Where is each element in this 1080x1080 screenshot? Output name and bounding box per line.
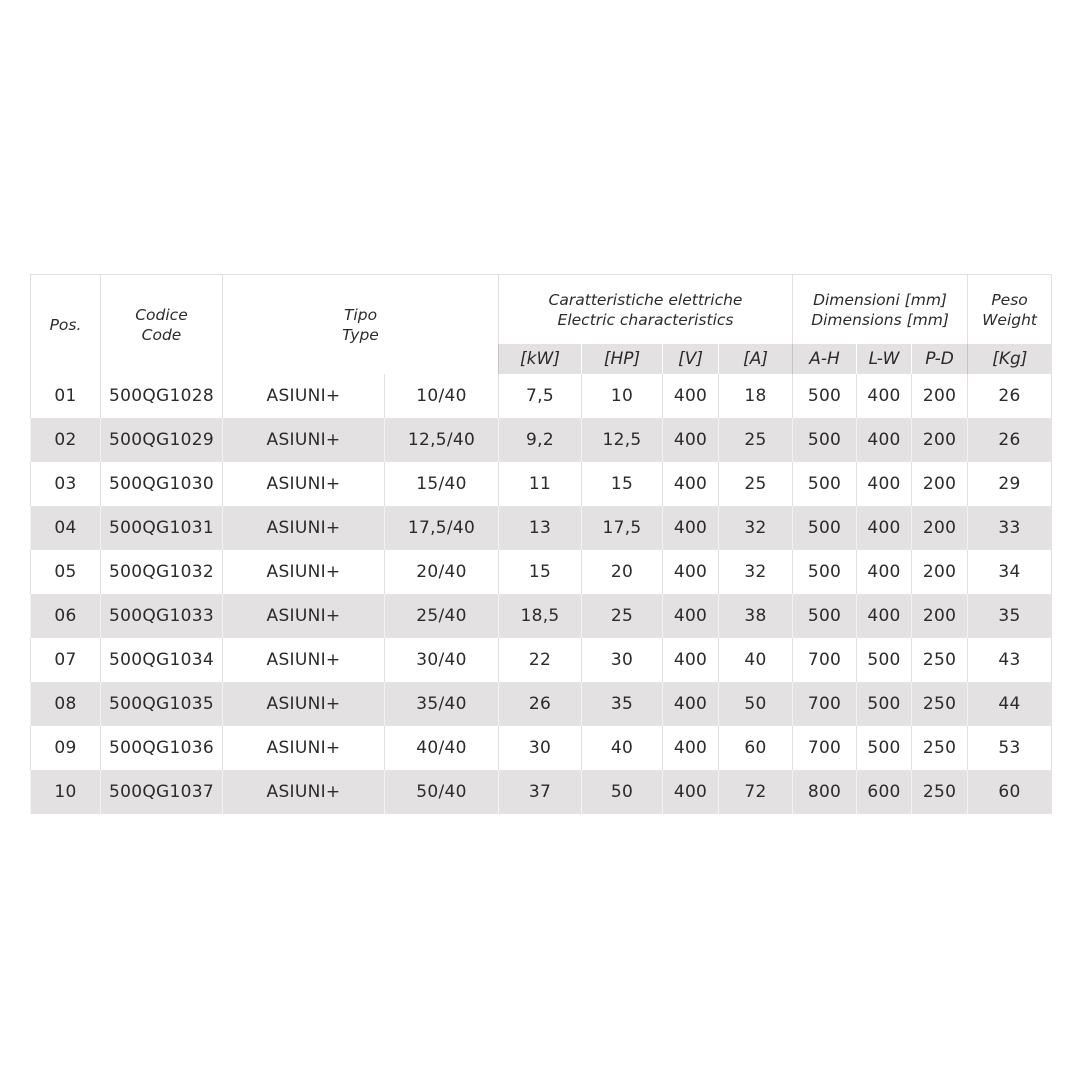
cell-hp: 17,5 <box>582 506 663 550</box>
cell-length: 500 <box>857 726 912 770</box>
cell-kw: 18,5 <box>499 594 582 638</box>
cell-model: ASIUNI+ <box>223 374 385 418</box>
cell-length: 400 <box>857 418 912 462</box>
cell-amp: 60 <box>719 726 793 770</box>
header-pos: Pos. <box>31 275 101 375</box>
cell-code: 500QG1033 <box>101 594 223 638</box>
cell-volt: 400 <box>663 638 719 682</box>
cell-amp: 38 <box>719 594 793 638</box>
cell-weight: 44 <box>968 682 1052 726</box>
unit-lw: L-W <box>857 344 912 374</box>
cell-amp: 50 <box>719 682 793 726</box>
cell-weight: 29 <box>968 462 1052 506</box>
cell-weight: 35 <box>968 594 1052 638</box>
cell-weight: 60 <box>968 770 1052 814</box>
table-row <box>31 682 1052 726</box>
cell-hp: 25 <box>582 594 663 638</box>
cell-kw: 26 <box>499 682 582 726</box>
cell-code: 500QG1031 <box>101 506 223 550</box>
cell-amp: 18 <box>719 374 793 418</box>
cell-model: ASIUNI+ <box>223 638 385 682</box>
cell-weight: 33 <box>968 506 1052 550</box>
cell-height: 500 <box>793 418 857 462</box>
table-row <box>31 506 1052 550</box>
cell-volt: 400 <box>663 726 719 770</box>
cell-volt: 400 <box>663 770 719 814</box>
header-weight: Peso Weight <box>968 275 1052 345</box>
cell-depth: 200 <box>912 506 968 550</box>
cell-amp: 25 <box>719 418 793 462</box>
unit-pd: P-D <box>912 344 968 374</box>
cell-kw: 11 <box>499 462 582 506</box>
cell-volt: 400 <box>663 418 719 462</box>
cell-depth: 200 <box>912 550 968 594</box>
cell-code: 500QG1029 <box>101 418 223 462</box>
cell-type: 15/40 <box>385 462 499 506</box>
header-code: Codice Code <box>101 275 223 375</box>
cell-depth: 250 <box>912 770 968 814</box>
cell-code: 500QG1032 <box>101 550 223 594</box>
cell-length: 500 <box>857 638 912 682</box>
cell-pos: 07 <box>31 638 101 682</box>
cell-weight: 26 <box>968 418 1052 462</box>
cell-type: 17,5/40 <box>385 506 499 550</box>
cell-height: 800 <box>793 770 857 814</box>
cell-hp: 30 <box>582 638 663 682</box>
cell-depth: 250 <box>912 638 968 682</box>
cell-height: 500 <box>793 550 857 594</box>
cell-hp: 10 <box>582 374 663 418</box>
cell-code: 500QG1030 <box>101 462 223 506</box>
cell-hp: 12,5 <box>582 418 663 462</box>
cell-height: 700 <box>793 726 857 770</box>
unit-kw: [kW] <box>499 344 582 374</box>
header-dimensions: Dimensioni [mm] Dimensions [mm] <box>793 275 968 345</box>
cell-length: 600 <box>857 770 912 814</box>
cell-depth: 200 <box>912 374 968 418</box>
table-row <box>31 770 1052 814</box>
header-type: Tipo Type <box>223 275 499 375</box>
cell-height: 700 <box>793 638 857 682</box>
cell-model: ASIUNI+ <box>223 682 385 726</box>
table-row <box>31 418 1052 462</box>
cell-height: 500 <box>793 594 857 638</box>
unit-kg: [Kg] <box>968 344 1052 374</box>
cell-model: ASIUNI+ <box>223 418 385 462</box>
cell-kw: 22 <box>499 638 582 682</box>
cell-type: 10/40 <box>385 374 499 418</box>
cell-length: 400 <box>857 462 912 506</box>
table-row <box>31 638 1052 682</box>
cell-kw: 9,2 <box>499 418 582 462</box>
table-row <box>31 726 1052 770</box>
cell-height: 500 <box>793 506 857 550</box>
cell-model: ASIUNI+ <box>223 770 385 814</box>
cell-amp: 40 <box>719 638 793 682</box>
unit-hp: [HP] <box>582 344 663 374</box>
cell-length: 400 <box>857 550 912 594</box>
cell-hp: 35 <box>582 682 663 726</box>
cell-weight: 43 <box>968 638 1052 682</box>
cell-height: 500 <box>793 374 857 418</box>
table-row <box>31 594 1052 638</box>
cell-volt: 400 <box>663 374 719 418</box>
cell-code: 500QG1035 <box>101 682 223 726</box>
cell-model: ASIUNI+ <box>223 550 385 594</box>
cell-weight: 53 <box>968 726 1052 770</box>
spec-table <box>30 274 1052 814</box>
cell-depth: 200 <box>912 462 968 506</box>
cell-pos: 06 <box>31 594 101 638</box>
cell-pos: 01 <box>31 374 101 418</box>
cell-code: 500QG1028 <box>101 374 223 418</box>
cell-model: ASIUNI+ <box>223 594 385 638</box>
cell-type: 35/40 <box>385 682 499 726</box>
cell-weight: 26 <box>968 374 1052 418</box>
cell-pos: 09 <box>31 726 101 770</box>
cell-amp: 32 <box>719 506 793 550</box>
cell-depth: 250 <box>912 682 968 726</box>
cell-kw: 37 <box>499 770 582 814</box>
cell-code: 500QG1037 <box>101 770 223 814</box>
table-body <box>31 374 1052 814</box>
cell-depth: 200 <box>912 594 968 638</box>
cell-depth: 200 <box>912 418 968 462</box>
cell-hp: 15 <box>582 462 663 506</box>
cell-type: 20/40 <box>385 550 499 594</box>
cell-model: ASIUNI+ <box>223 506 385 550</box>
cell-hp: 50 <box>582 770 663 814</box>
cell-amp: 72 <box>719 770 793 814</box>
cell-hp: 40 <box>582 726 663 770</box>
cell-model: ASIUNI+ <box>223 462 385 506</box>
cell-pos: 02 <box>31 418 101 462</box>
cell-length: 400 <box>857 374 912 418</box>
header-row <box>31 275 1052 345</box>
unit-ah: A-H <box>793 344 857 374</box>
table-row <box>31 550 1052 594</box>
cell-depth: 250 <box>912 726 968 770</box>
cell-pos: 04 <box>31 506 101 550</box>
cell-type: 30/40 <box>385 638 499 682</box>
unit-a: [A] <box>719 344 793 374</box>
cell-pos: 10 <box>31 770 101 814</box>
unit-v: [V] <box>663 344 719 374</box>
cell-volt: 400 <box>663 462 719 506</box>
cell-volt: 400 <box>663 682 719 726</box>
cell-kw: 15 <box>499 550 582 594</box>
cell-kw: 13 <box>499 506 582 550</box>
header-electric: Caratteristiche elettriche Electric characteristics <box>499 275 793 345</box>
cell-type: 25/40 <box>385 594 499 638</box>
cell-type: 12,5/40 <box>385 418 499 462</box>
cell-amp: 25 <box>719 462 793 506</box>
cell-kw: 7,5 <box>499 374 582 418</box>
cell-code: 500QG1036 <box>101 726 223 770</box>
cell-length: 400 <box>857 594 912 638</box>
cell-code: 500QG1034 <box>101 638 223 682</box>
table-row <box>31 374 1052 418</box>
cell-weight: 34 <box>968 550 1052 594</box>
cell-height: 500 <box>793 462 857 506</box>
cell-volt: 400 <box>663 550 719 594</box>
table-row <box>31 462 1052 506</box>
cell-type: 40/40 <box>385 726 499 770</box>
cell-volt: 400 <box>663 506 719 550</box>
cell-pos: 03 <box>31 462 101 506</box>
cell-length: 500 <box>857 682 912 726</box>
cell-pos: 08 <box>31 682 101 726</box>
cell-amp: 32 <box>719 550 793 594</box>
cell-type: 50/40 <box>385 770 499 814</box>
cell-pos: 05 <box>31 550 101 594</box>
cell-volt: 400 <box>663 594 719 638</box>
cell-length: 400 <box>857 506 912 550</box>
cell-height: 700 <box>793 682 857 726</box>
cell-model: ASIUNI+ <box>223 726 385 770</box>
cell-kw: 30 <box>499 726 582 770</box>
cell-hp: 20 <box>582 550 663 594</box>
